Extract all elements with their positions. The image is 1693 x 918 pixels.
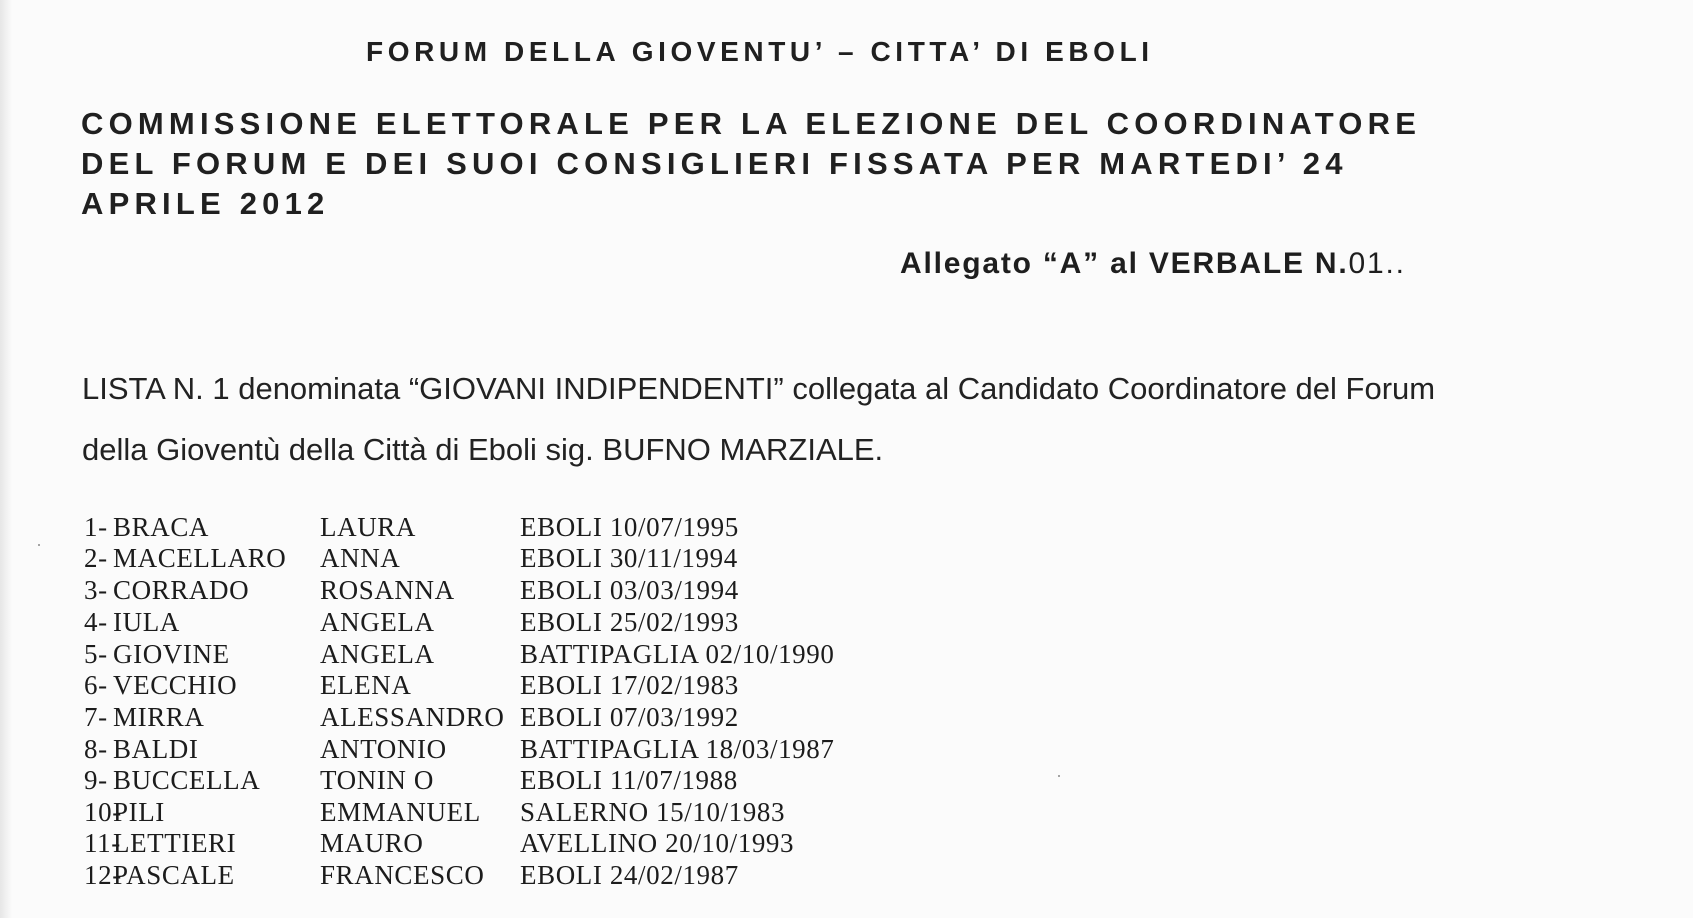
candidate-number: 4- xyxy=(84,607,108,637)
candidate-row xyxy=(84,860,884,892)
candidate-row xyxy=(84,734,884,766)
candidate-row xyxy=(84,639,884,671)
lista-line-2: della Gioventù della Città di Eboli sig. BUFNO MARZIALE. xyxy=(82,432,884,467)
candidate-birthplace-date: EBOLI 24/02/1987 xyxy=(520,860,739,890)
candidate-birthplace-date: EBOLI 07/03/1992 xyxy=(520,702,739,732)
candidate-row xyxy=(84,702,884,734)
candidate-row xyxy=(84,607,884,639)
candidate-surname: PILI xyxy=(113,797,165,827)
candidate-birthplace-date: EBOLI 11/07/1988 xyxy=(520,765,738,795)
candidate-number: 10- xyxy=(84,797,122,827)
scan-speck xyxy=(38,544,40,546)
candidate-name: FRANCESCO xyxy=(320,860,485,890)
candidate-surname: MIRRA xyxy=(113,702,205,732)
allegato-reference xyxy=(900,247,1406,281)
candidate-birthplace-date: EBOLI 10/07/1995 xyxy=(520,512,739,542)
candidate-name: EMMANUEL xyxy=(320,797,481,827)
candidate-number: 5- xyxy=(84,639,108,669)
candidate-number: 9- xyxy=(84,765,108,795)
scan-speck xyxy=(1058,775,1060,777)
candidate-birthplace-date: EBOLI 17/02/1983 xyxy=(520,670,739,700)
candidate-row xyxy=(84,543,884,575)
candidate-birthplace-date: BATTIPAGLIA 18/03/1987 xyxy=(520,734,835,764)
commission-heading xyxy=(81,104,1561,224)
candidate-name: MAURO xyxy=(320,828,424,858)
commission-line: COMMISSIONE ELETTORALE PER LA ELEZIONE DEL COORDINATORE xyxy=(81,106,1422,141)
candidate-surname: BUCCELLA xyxy=(113,765,261,795)
lista-description xyxy=(82,358,1602,480)
candidate-number: 3- xyxy=(84,575,108,605)
candidate-birthplace-date: AVELLINO 20/10/1993 xyxy=(520,828,795,858)
candidate-name: ELENA xyxy=(320,670,412,700)
candidate-birthplace-date: BATTIPAGLIA 02/10/1990 xyxy=(520,639,835,669)
candidate-birthplace-date: SALERNO 15/10/1983 xyxy=(520,797,786,827)
candidate-row xyxy=(84,797,884,829)
candidate-number: 12- xyxy=(84,860,122,890)
candidate-surname: VECCHIO xyxy=(113,670,238,700)
scan-edge-shadow xyxy=(0,0,12,918)
candidate-row xyxy=(84,670,884,702)
commission-line: DEL FORUM E DEI SUOI CONSIGLIERI FISSATA PER MARTEDI’ 24 xyxy=(81,146,1348,181)
candidate-name: LAURA xyxy=(320,512,416,542)
candidate-surname: GIOVINE xyxy=(113,639,230,669)
candidate-birthplace-date: EBOLI 30/11/1994 xyxy=(520,543,738,573)
candidate-surname: BRACA xyxy=(113,512,210,542)
candidate-row xyxy=(84,512,884,544)
candidate-number: 7- xyxy=(84,702,108,732)
forum-title: FORUM DELLA GIOVENTU’ – CITTA’ DI EBOLI xyxy=(366,36,1154,67)
candidate-number: 6- xyxy=(84,670,108,700)
candidate-name: ANGELA xyxy=(320,607,435,637)
candidate-number: 2- xyxy=(84,543,108,573)
verbale-number: 01.. xyxy=(1348,247,1406,280)
candidate-row xyxy=(84,828,884,860)
candidate-surname: BALDI xyxy=(113,734,199,764)
commission-line: APRILE 2012 xyxy=(81,186,330,221)
candidate-number: 1- xyxy=(84,512,108,542)
candidate-number: 8- xyxy=(84,734,108,764)
candidate-surname: CORRADO xyxy=(113,575,250,605)
candidate-name: ANNA xyxy=(320,543,401,573)
candidate-row xyxy=(84,765,884,797)
candidate-birthplace-date: EBOLI 25/02/1993 xyxy=(520,607,739,637)
candidate-surname: LETTIERI xyxy=(113,828,237,858)
candidate-number: 11- xyxy=(84,828,121,858)
candidate-name: TONIN O xyxy=(320,765,434,795)
lista-line-1: LISTA N. 1 denominata “GIOVANI INDIPENDENTI” collegata al Candidato Coordinatore del Forum xyxy=(82,371,1436,406)
candidate-surname: PASCALE xyxy=(113,860,235,890)
candidate-birthplace-date: EBOLI 03/03/1994 xyxy=(520,575,739,605)
candidate-row xyxy=(84,575,884,607)
candidate-name: ALESSANDRO xyxy=(320,702,505,732)
candidate-name: ANGELA xyxy=(320,639,435,669)
candidate-name: ANTONIO xyxy=(320,734,447,764)
allegato-label: Allegato “A” al VERBALE N. xyxy=(900,247,1349,280)
candidate-surname: MACELLARO xyxy=(113,543,287,573)
candidate-surname: IULA xyxy=(113,607,180,637)
candidate-name: ROSANNA xyxy=(320,575,455,605)
